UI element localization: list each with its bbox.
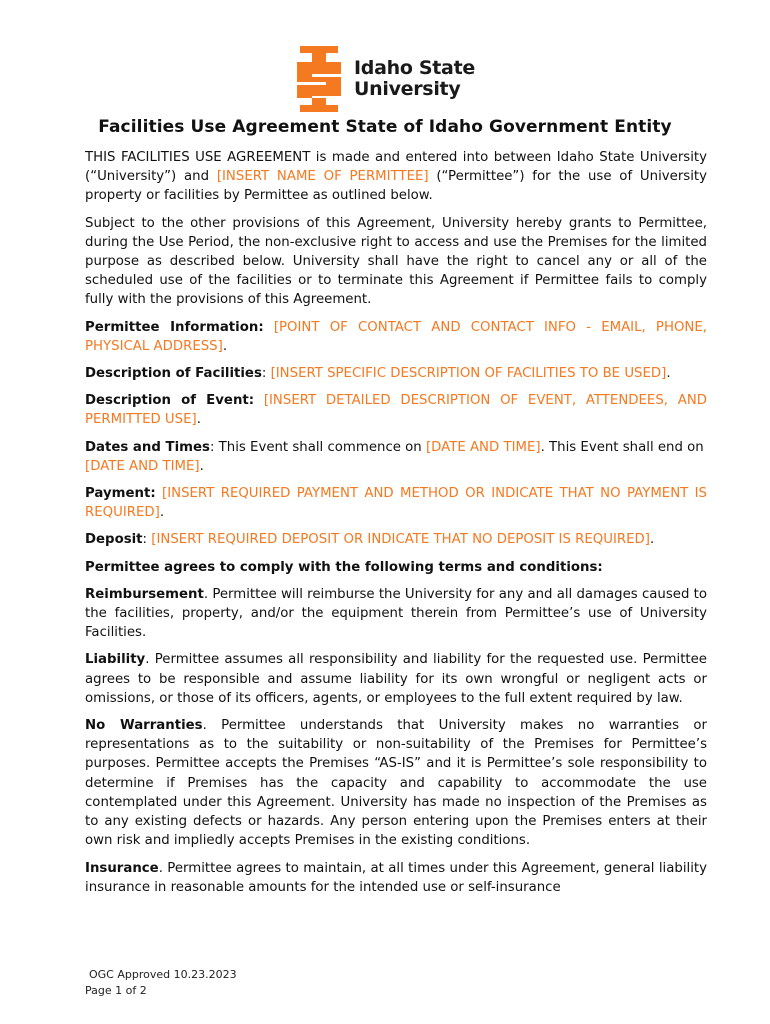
isu-logo-mark-icon xyxy=(296,46,342,112)
no-warranties-clause: No Warranties. Permittee understands that University makes no warranties or representations as to the suitability or non-suitability of the Premises for Permittee’s purposes. Permittee accepts the Premises “AS-IS” and it is Permittee’s sole responsibility to determine if Premises has the capacity and capability to accommodate the use contemplated under this Agreement. University has made no inspection of the Premises as to any existing defects or hazards. Any person entering upon the Premises enters at their own risk and impliedly accepts Premises in the existing conditions. xyxy=(85,718,707,849)
permittee-information-label: Permittee Information: xyxy=(85,319,264,335)
payment: Payment: [INSERT REQUIRED PAYMENT AND METHOD OR INDICATE THAT NO PAYMENT IS REQUIRED]. xyxy=(85,486,707,521)
event-label: Description of Event: xyxy=(85,393,255,409)
deposit-label: Deposit xyxy=(85,532,143,548)
event-placeholder: [INSERT DETAILED DESCRIPTION OF EVENT, ATTENDEES, AND PERMITTED USE] xyxy=(85,393,707,428)
insurance-label: Insurance xyxy=(85,860,159,876)
permittee-name-placeholder: [INSERT NAME OF PERMITTEE] xyxy=(216,169,429,185)
logo-line-1: Idaho State xyxy=(354,57,475,79)
deposit: Deposit: [INSERT REQUIRED DEPOSIT OR INDICATE THAT NO DEPOSIT IS REQUIRED]. xyxy=(85,532,655,548)
end-date-placeholder: [DATE AND TIME] xyxy=(85,458,200,474)
permittee-information: Permittee Information: [POINT OF CONTACT AND CONTACT INFO - EMAIL, PHONE, PHYSICAL ADDRESS]. xyxy=(85,319,707,354)
facilities-label: Description of Facilities xyxy=(85,366,262,382)
logo-line-2: University xyxy=(354,78,461,100)
page-footer xyxy=(85,967,237,999)
approval-note: OGC Approved 10.23.2023 xyxy=(89,968,237,981)
document-title: Facilities Use Agreement State of Idaho Government Entity xyxy=(98,117,672,137)
document-body xyxy=(85,148,707,905)
dates-and-times: Dates and Times: This Event shall commence on [DATE AND TIME]. This Event shall end on [DATE AND TIME]. xyxy=(85,439,704,474)
grant-paragraph: Subject to the other provisions of this Agreement, University hereby grants to Permittee, during the Use Period, the non-exclusive right to access and use the Premises for the limited purpose as described below. University shall have the right to cancel any or all of the scheduled use of the facilities or to terminate this Agreement if Permittee fails to comply fully with the provisions of this Agreement. xyxy=(85,215,707,308)
intro-paragraph: THIS FACILITIES USE AGREEMENT is made and entered into between Idaho State University (“University”) and [INSERT NAME OF PERMITTEE] (“Permittee”) for the use of University property or facilities by Permittee as outlined below. xyxy=(85,150,707,204)
payment-label: Payment: xyxy=(85,486,156,502)
facilities-description: Description of Facilities: [INSERT SPECIFIC DESCRIPTION OF FACILITIES TO BE USED]. xyxy=(85,366,671,382)
reimbursement-clause: Reimbursement. Permittee will reimburse the University for any and all damages caused to the facilities, property, and/or the equipment therein from Permittee’s use of University Facilities. xyxy=(85,586,707,641)
permittee-information-placeholder: [POINT OF CONTACT AND CONTACT INFO - EMAIL, PHONE, PHYSICAL ADDRESS] xyxy=(85,319,707,354)
liability-label: Liability xyxy=(85,652,146,668)
liability-clause: Liability. Permittee assumes all responsibility and liability for the requested use. Permittee agrees to be responsible and assume liability for its own wrongful or negligent acts or omissions, or those of its officers, agents, or employees to the full extent required by law. xyxy=(85,652,707,706)
deposit-placeholder: [INSERT REQUIRED DEPOSIT OR INDICATE THAT NO DEPOSIT IS REQUIRED] xyxy=(151,532,650,548)
insurance-clause: Insurance. Permittee agrees to maintain, at all times under this Agreement, general liability insurance in reasonable amounts for the intended use or self-insurance xyxy=(85,860,707,895)
isu-logo xyxy=(296,46,475,112)
no-warranties-label: No Warranties xyxy=(85,718,203,734)
terms-heading: Permittee agrees to comply with the following terms and conditions: xyxy=(85,559,603,575)
event-description: Description of Event: [INSERT DETAILED DESCRIPTION OF EVENT, ATTENDEES, AND PERMITTED USE]. xyxy=(85,393,707,428)
dates-label: Dates and Times xyxy=(85,439,210,455)
facilities-placeholder: [INSERT SPECIFIC DESCRIPTION OF FACILITIES TO BE USED] xyxy=(270,366,667,382)
page-number: Page 1 of 2 xyxy=(85,984,147,997)
start-date-placeholder: [DATE AND TIME] xyxy=(425,439,541,455)
payment-placeholder: [INSERT REQUIRED PAYMENT AND METHOD OR INDICATE THAT NO PAYMENT IS REQUIRED] xyxy=(85,486,707,521)
reimbursement-label: Reimbursement xyxy=(85,586,204,602)
